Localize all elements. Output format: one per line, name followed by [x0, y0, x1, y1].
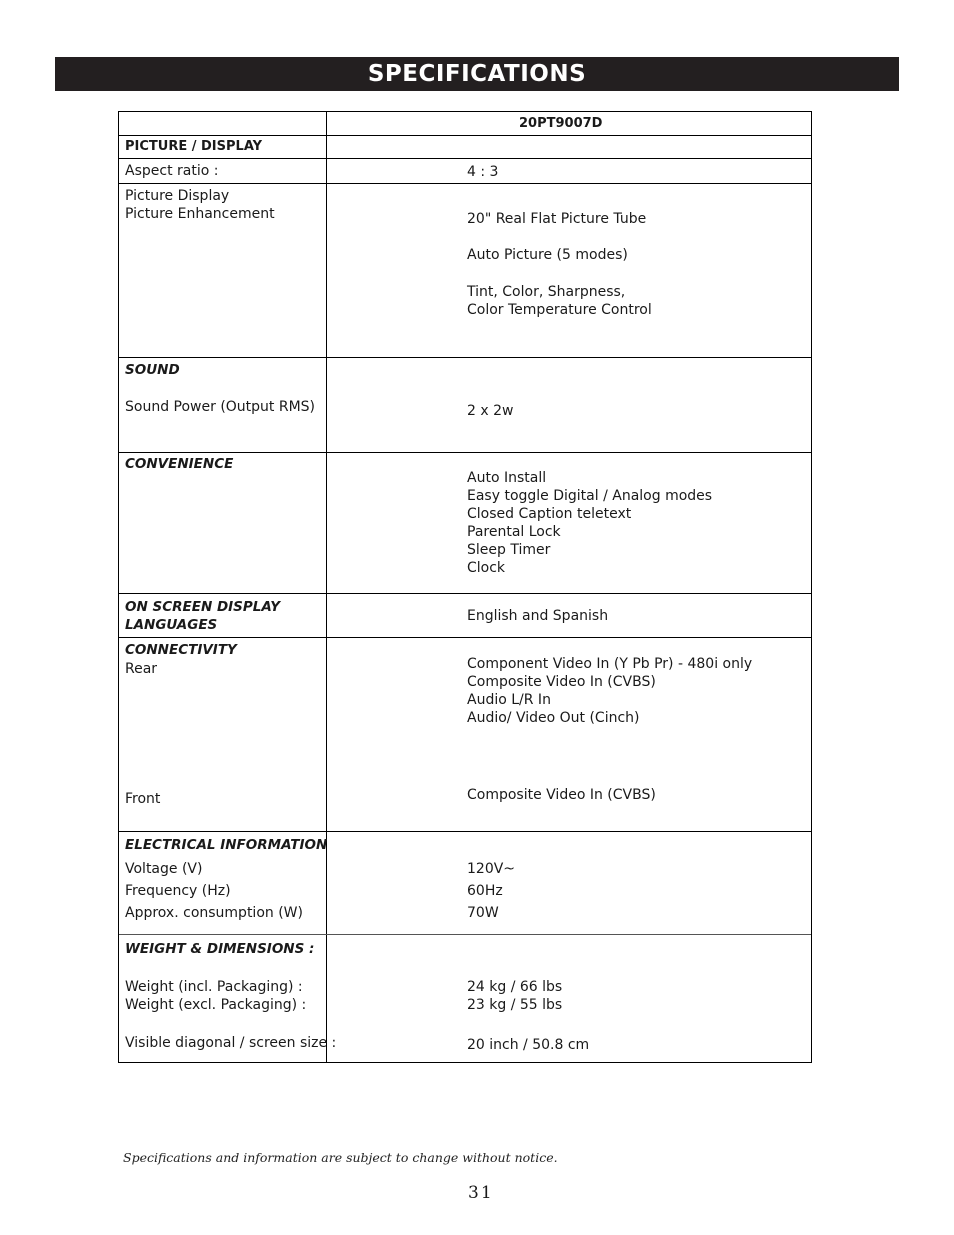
row-divider — [119, 593, 811, 594]
page-title: SPECIFICATIONS — [55, 57, 899, 91]
convenience-item: Parental Lock — [467, 524, 561, 540]
rear-label: Rear — [125, 661, 158, 677]
row-divider — [119, 135, 811, 136]
aspect-ratio-label: Aspect ratio : — [125, 163, 219, 179]
electrical-heading: ELECTRICAL INFORMATION — [125, 837, 328, 853]
convenience-item: Sleep Timer — [467, 542, 551, 558]
page-number: 31 — [468, 1183, 494, 1203]
footnote: Specifications and information are subject to change without notice. — [123, 1150, 558, 1165]
row-divider — [119, 831, 811, 832]
specifications-table — [118, 111, 812, 1063]
picture-display-label: Picture Display — [125, 188, 230, 204]
consumption-value: 70W — [467, 905, 499, 921]
row-divider — [119, 637, 811, 638]
convenience-item: Easy toggle Digital / Analog modes — [467, 488, 713, 504]
convenience-item: Closed Caption teletext — [467, 506, 632, 522]
aspect-ratio-value: 4 : 3 — [467, 164, 499, 180]
screen-size-label: Visible diagonal / screen size : — [125, 1035, 337, 1051]
row-divider — [119, 357, 811, 358]
rear-connection: Composite Video In (CVBS) — [467, 674, 656, 690]
connectivity-heading: CONNECTIVITY — [125, 642, 237, 658]
sound-heading: SOUND — [125, 362, 180, 378]
row-divider — [119, 158, 811, 159]
picture-enhancement-value: Tint, Color, Sharpness, — [467, 284, 626, 300]
osd-heading: ON SCREEN DISPLAY — [125, 599, 281, 615]
weight-excl-value: 23 kg / 55 lbs — [467, 997, 563, 1013]
convenience-heading: CONVENIENCE — [125, 456, 234, 472]
weight-incl-label: Weight (incl. Packaging) : — [125, 979, 303, 995]
picture-enhancement-value: Auto Picture (5 modes) — [467, 247, 628, 263]
row-divider — [119, 183, 811, 184]
picture-display-value: 20" Real Flat Picture Tube — [467, 211, 647, 227]
weight-incl-value: 24 kg / 66 lbs — [467, 979, 563, 995]
rear-connection: Audio L/R In — [467, 692, 551, 708]
osd-heading: LANGUAGES — [125, 617, 218, 633]
frequency-label: Frequency (Hz) — [125, 883, 231, 899]
column-divider — [326, 112, 327, 1062]
front-label: Front — [125, 791, 161, 807]
row-divider — [119, 934, 811, 935]
convenience-item: Clock — [467, 560, 506, 576]
sound-power-value: 2 x 2w — [467, 403, 514, 419]
screen-size-value: 20 inch / 50.8 cm — [467, 1037, 590, 1053]
rear-connection: Component Video In (Y Pb Pr) - 480i only — [467, 656, 753, 672]
weight-excl-label: Weight (excl. Packaging) : — [125, 997, 307, 1013]
convenience-item: Auto Install — [467, 470, 547, 486]
picture-display-heading: PICTURE / DISPLAY — [125, 139, 263, 154]
model-number: 20PT9007D — [519, 116, 603, 131]
picture-enhancement-value: Color Temperature Control — [467, 302, 652, 318]
sound-power-label: Sound Power (Output RMS) — [125, 399, 316, 415]
picture-enhancement-label: Picture Enhancement — [125, 206, 275, 222]
front-connection: Composite Video In (CVBS) — [467, 787, 656, 803]
frequency-value: 60Hz — [467, 883, 503, 899]
row-divider — [119, 452, 811, 453]
voltage-value: 120V~ — [467, 861, 516, 877]
rear-connection: Audio/ Video Out (Cinch) — [467, 710, 640, 726]
weight-dimensions-heading: WEIGHT & DIMENSIONS : — [125, 941, 315, 957]
voltage-label: Voltage (V) — [125, 861, 203, 877]
osd-languages-value: English and Spanish — [467, 608, 609, 624]
consumption-label: Approx. consumption (W) — [125, 905, 303, 921]
